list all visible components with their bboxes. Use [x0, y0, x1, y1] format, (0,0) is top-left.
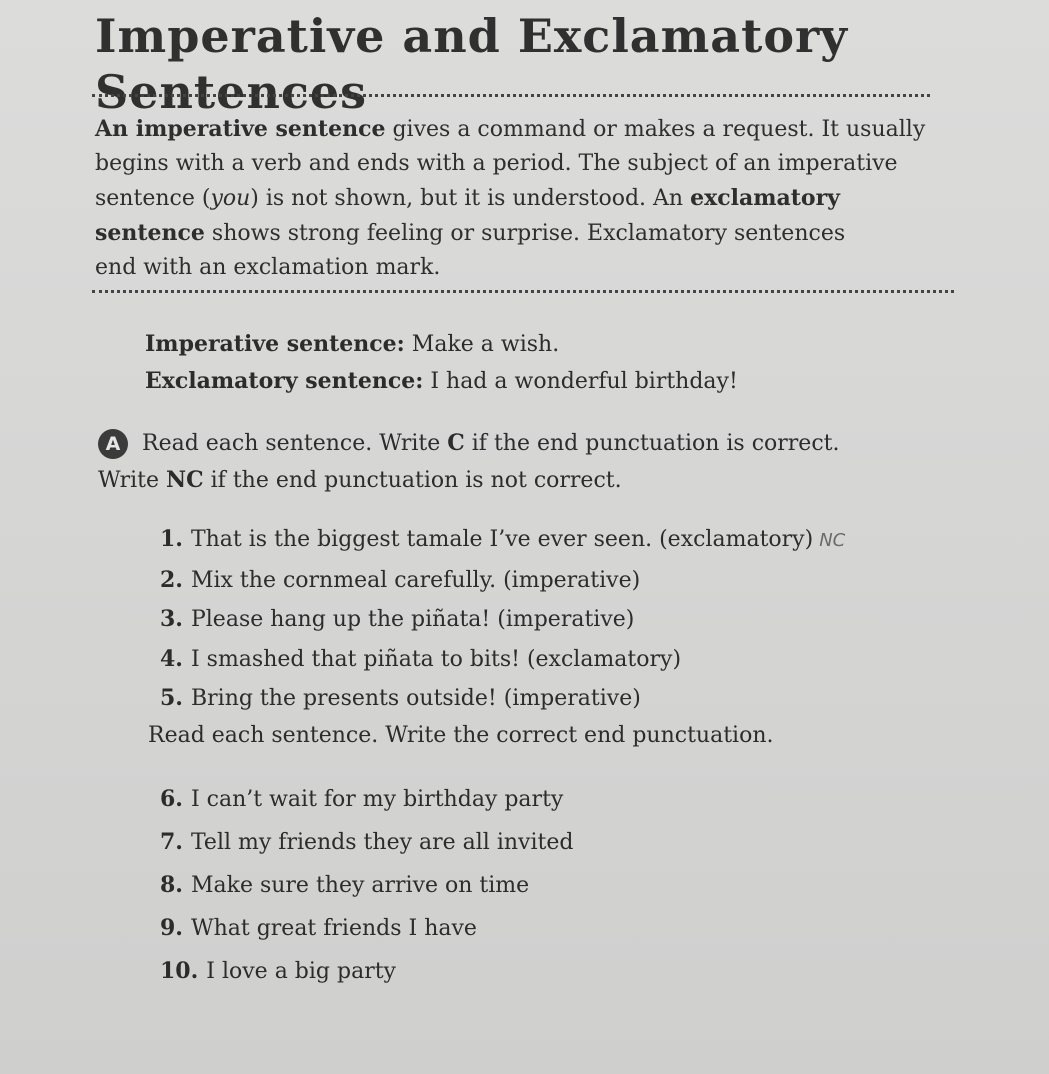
intro-line: sentence (you) is not shown, but it is understood. An exclamatory	[95, 185, 840, 211]
example-imperative: Imperative sentence: Make a wish.	[145, 331, 560, 357]
list-item: 5. Bring the presents outside! (imperative)	[160, 685, 641, 711]
intro-line: end with an exclamation mark.	[95, 255, 441, 280]
page-title	[95, 8, 848, 120]
title-line-1: Imperative and Exclamatory	[95, 9, 848, 63]
intro-line: An imperative sentence gives a command or makes a request. It usually	[95, 116, 926, 142]
list-item: 3. Please hang up the piñata! (imperative)	[160, 606, 635, 632]
section-b-list	[160, 778, 573, 993]
examples-block	[145, 326, 738, 400]
list-item: 10. I love a big party	[160, 958, 396, 984]
intro-paragraph	[95, 112, 955, 285]
term-exclamatory: exclamatory	[690, 185, 840, 211]
section-a-instructions: A Read each sentence. Write C if the end punctuation is correct. Write NC if the end punctuation is not correct.	[98, 430, 840, 493]
list-item: 7. Tell my friends they are all invited	[160, 829, 574, 855]
list-item: 4. I smashed that piñata to bits! (exclamatory)	[160, 645, 682, 672]
intro-divider	[92, 290, 954, 293]
intro-line: begins with a verb and ends with a period. The subject of an imperative	[95, 151, 898, 176]
title-divider	[92, 94, 930, 97]
list-item: 2. Mix the cornmeal carefully. (imperative)	[160, 566, 641, 593]
list-item: 9. What great friends I have	[160, 915, 477, 941]
title-line-2: Sentences	[95, 65, 368, 119]
section-a-badge: A	[98, 429, 128, 459]
handwritten-answer[interactable]: NC	[819, 530, 846, 551]
intro-line: sentence shows strong feeling or surprise. Exclamatory sentences	[95, 220, 846, 246]
list-item: 8. Make sure they arrive on time	[160, 872, 530, 898]
term-imperative: An imperative sentence	[95, 116, 386, 142]
list-item: 6. I can’t wait for my birthday party	[160, 786, 564, 812]
section-a-list	[160, 520, 845, 719]
section-b-instructions: Read each sentence. Write the correct end punctuation.	[148, 723, 774, 748]
example-exclamatory: Exclamatory sentence: I had a wonderful birthday!	[145, 368, 738, 394]
list-item: 1. That is the biggest tamale I’ve ever seen. (exclamatory) NC	[160, 526, 846, 552]
